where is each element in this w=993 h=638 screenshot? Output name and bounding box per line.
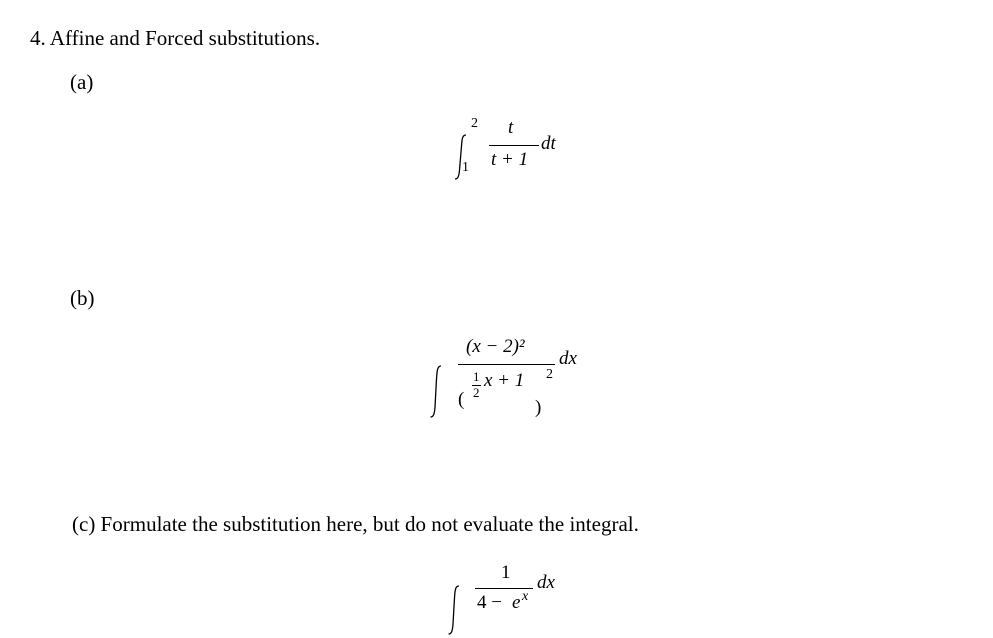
- part-b-label: (b): [70, 286, 95, 310]
- lower-limit-a: 1: [462, 160, 469, 175]
- fraction-bar-a: [489, 145, 539, 146]
- integral-sign-c: [446, 583, 462, 637]
- differential-b: dx: [559, 348, 577, 369]
- paren-open-b: (: [458, 389, 465, 410]
- power-b: 2: [546, 367, 553, 382]
- part-c-label: (c) Formulate the substitution here, but do not evaluate the integral.: [72, 512, 639, 536]
- problem-heading: 4. Affine and Forced substitutions.: [30, 26, 321, 50]
- numerator-a: t: [508, 117, 514, 138]
- paren-close-b: ): [535, 397, 542, 418]
- denominator-rest-b: x + 1: [484, 370, 525, 391]
- part-a-label: (a): [70, 70, 94, 94]
- differential-c: dx: [537, 572, 555, 593]
- differential-a: dt: [541, 133, 556, 154]
- integral-sign-b: [428, 363, 444, 421]
- half-numerator-b: 1: [473, 369, 480, 384]
- numerator-c: 1: [501, 562, 511, 583]
- half-denominator-b: 2: [473, 385, 480, 400]
- fraction-bar-b: [458, 364, 555, 365]
- denominator-e-c: e: [512, 592, 521, 613]
- denominator-left-c: 4 −: [477, 592, 502, 613]
- upper-limit-a: 2: [471, 116, 478, 131]
- denominator-a: t + 1: [491, 149, 529, 170]
- denominator-exponent-c: x: [522, 589, 529, 604]
- numerator-b: (x − 2)²: [466, 336, 525, 357]
